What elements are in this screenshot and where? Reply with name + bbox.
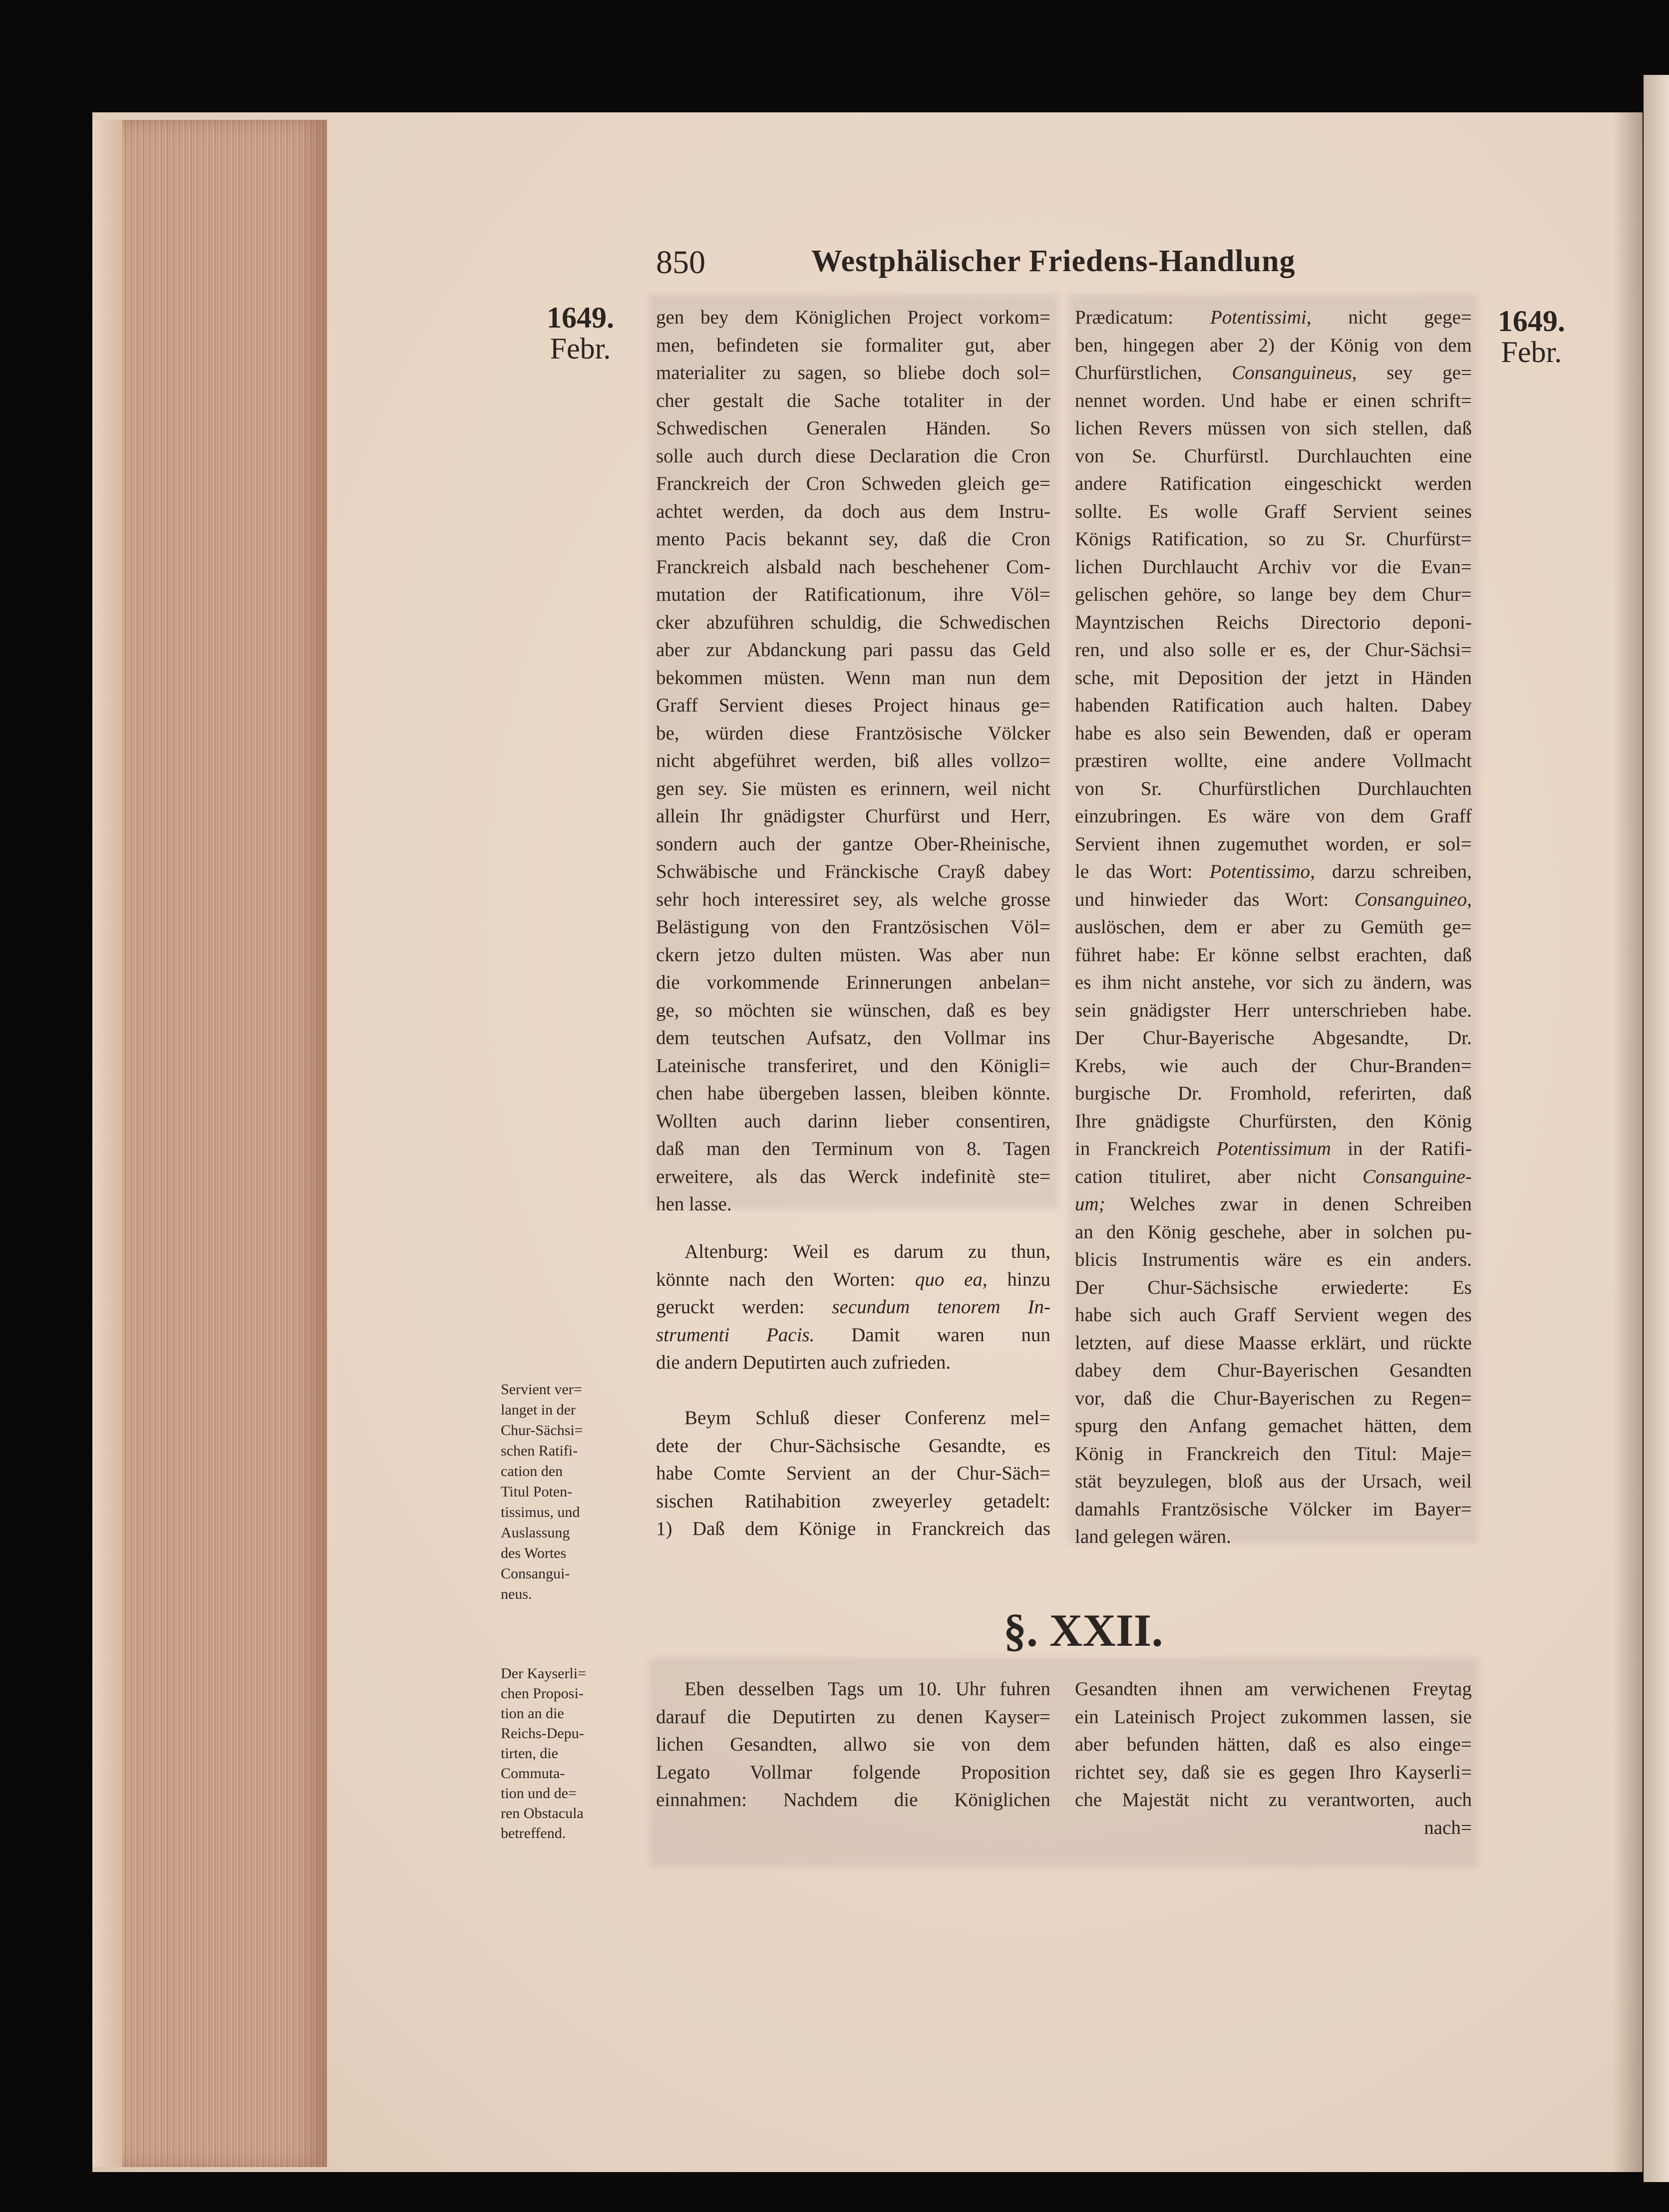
paragraph-bottom-right	[1075, 1675, 1472, 1842]
text-segment: König in Franckreich den Titul: Maje=	[1075, 1443, 1472, 1465]
text-line	[1075, 1412, 1472, 1440]
margin-note-line	[501, 1744, 586, 1764]
text-line	[1075, 1246, 1472, 1274]
text-line	[1075, 1759, 1472, 1787]
text-segment: Schwäbische und Fränckische Crayß dabey	[656, 861, 1050, 882]
text-segment: men, befindeten sie formaliter gut, aber	[656, 334, 1050, 356]
text-line	[1075, 775, 1472, 803]
text-line	[656, 387, 1050, 415]
text-line	[656, 720, 1050, 747]
margin-note-line	[501, 1724, 586, 1744]
text-line	[1075, 830, 1472, 858]
text-segment: gen bey dem Königlichen Project vorkom=	[656, 307, 1050, 328]
margin-date-left	[547, 302, 614, 364]
text-line	[656, 609, 1050, 637]
text-segment: Ihre gnädigste Churfürsten, den König	[1075, 1110, 1472, 1132]
text-line	[656, 581, 1050, 609]
text-segment: , darzu schreiben,	[1310, 861, 1472, 882]
text-segment: solle auch durch diese Declaration die Cron	[656, 445, 1050, 467]
text-segment: ckern jetzo dulten müsten. Was aber nun	[656, 944, 1050, 966]
text-segment: ren Obstacula	[501, 1805, 584, 1822]
text-line	[1075, 304, 1472, 332]
text-segment: allein Ihr gnädigster Churfürst und Herr,	[656, 805, 1050, 827]
text-segment: Eben desselben Tags um 10. Uhr fuhren	[684, 1678, 1050, 1700]
text-segment: daß man den Terminum von 8. Tagen	[656, 1138, 1050, 1159]
text-segment: ,	[1467, 888, 1472, 910]
text-line	[656, 802, 1050, 830]
text-segment: sein gnädigster Herr unterschrieben habe.	[1075, 999, 1472, 1021]
paragraph-altenburg	[656, 1238, 1050, 1377]
text-line	[656, 775, 1050, 803]
text-line	[656, 470, 1050, 498]
text-line	[1075, 1052, 1472, 1080]
text-segment: Gesandten ihnen am verwichenen Freytag	[1075, 1678, 1472, 1700]
text-segment: chen habe übergeben lassen, bleiben könnte.	[656, 1083, 1050, 1104]
text-segment: Chur-Sächsi=	[501, 1422, 583, 1439]
text-line	[656, 997, 1050, 1025]
text-segment: Belästigung von den Frantzösischen Völ=	[656, 916, 1050, 938]
text-line	[656, 1731, 1050, 1759]
margin-note-line	[501, 1584, 583, 1604]
text-segment: sondern auch der gantze Ober-Rheinische,	[656, 833, 1050, 855]
text-line	[1075, 1107, 1472, 1135]
margin-note-ratification	[501, 1379, 583, 1604]
gutter-shadow	[1613, 112, 1643, 2172]
text-segment: habe es also sein Bewenden, daß er operam	[1075, 722, 1472, 744]
text-segment: spurg den Anfang gemachet hätten, dem	[1075, 1415, 1472, 1437]
text-line	[656, 1293, 1050, 1321]
text-line	[656, 442, 1050, 470]
text-segment: Legato Vollmar folgende Proposition	[656, 1761, 1050, 1783]
text-line	[1075, 858, 1472, 886]
text-line	[1075, 886, 1472, 914]
text-segment: blicis Instrumentis wäre es ein anders.	[1075, 1249, 1472, 1270]
text-segment: le das Wort:	[1075, 861, 1210, 882]
text-segment: einzubringen. Es wäre von dem Graff	[1075, 805, 1472, 827]
text-segment: Wollten auch darinn lieber consentiren,	[656, 1110, 1050, 1132]
text-line	[656, 1135, 1050, 1163]
text-line	[656, 636, 1050, 664]
text-line	[656, 1786, 1050, 1814]
text-line	[656, 1163, 1050, 1191]
text-segment: darauf die Deputirten zu denen Kayser=	[656, 1706, 1050, 1728]
text-segment: habenden Ratification auch halten. Dabey	[1075, 695, 1472, 716]
text-segment: lichen Durchlaucht Archiv vor die Evan=	[1075, 556, 1472, 578]
facing-page-edge	[1644, 75, 1669, 2182]
text-segment: aber zur Abdanckung pari passu das Geld	[656, 639, 1050, 661]
text-segment: , hinzu	[982, 1268, 1051, 1290]
text-line	[656, 1321, 1050, 1349]
text-line	[1075, 609, 1472, 637]
text-segment: che Majestät nicht zu verantworten, auch	[1075, 1789, 1472, 1811]
text-segment: Servient ver=	[501, 1381, 582, 1398]
text-segment: in Franckreich	[1075, 1138, 1217, 1159]
text-line	[1075, 1495, 1472, 1523]
text-segment: an den König geschehe, aber in solchen pu-	[1075, 1221, 1472, 1243]
text-segment: Lateinische transferiret, und den Königli=	[656, 1055, 1050, 1077]
text-segment: Der Chur-Bayerische Abgesandte, Dr.	[1075, 1027, 1472, 1049]
text-line	[1075, 359, 1472, 387]
text-segment: ren, und also solle er es, der Chur-Sächsi=	[1075, 639, 1472, 661]
text-line	[656, 1487, 1050, 1515]
text-segment: nennet worden. Und habe er einen schrift=	[1075, 389, 1472, 411]
text-line	[656, 941, 1050, 969]
italic-latin-segment: strumenti Pacis.	[656, 1324, 815, 1346]
text-segment: habe sich auch Graff Servient wegen des	[1075, 1304, 1472, 1326]
text-line	[1075, 692, 1472, 720]
text-line	[1075, 1163, 1472, 1191]
italic-latin-segment: um;	[1075, 1193, 1105, 1215]
text-segment: cher gestalt die Sache totaliter in der	[656, 389, 1050, 411]
text-segment: neus.	[501, 1586, 532, 1602]
text-segment: be, würden diese Frantzösische Völcker	[656, 722, 1050, 744]
margin-date-year: 1649.	[1498, 305, 1565, 338]
text-segment: Königs Ratification, so zu Sr. Churfürst=	[1075, 528, 1472, 550]
text-line	[1075, 332, 1472, 360]
text-line	[656, 1052, 1050, 1080]
text-segment: aber befunden hätten, daß es also einge=	[1075, 1734, 1472, 1755]
text-segment: richtet sey, daß sie es gegen Ihro Kayserli=	[1075, 1761, 1472, 1783]
text-segment: und hinwieder das Wort:	[1075, 888, 1354, 910]
text-segment: ben, hingegen aber 2) der König von dem	[1075, 334, 1472, 356]
text-segment: Prædicatum:	[1075, 307, 1211, 328]
margin-note-line	[501, 1420, 583, 1441]
text-segment: erweitere, als das Werck indefinitè ste=	[656, 1165, 1050, 1187]
text-segment: cation tituliret, aber nicht	[1075, 1165, 1363, 1187]
text-line	[656, 1675, 1050, 1703]
text-segment: sehr hoch interessiret sey, als welche grosse	[656, 888, 1050, 910]
text-segment: könnte nach den Worten:	[656, 1268, 915, 1290]
text-line	[656, 1703, 1050, 1731]
text-segment: von Sr. Churfürstlichen Durchlauchten	[1075, 777, 1472, 799]
running-title: Westphälischer Friedens-Handlung	[811, 244, 1296, 278]
text-segment: Schwedischen Generalen Händen. So	[656, 417, 1050, 439]
text-line	[1075, 1190, 1472, 1218]
text-segment: auslöschen, dem er aber zu Gemüth ge=	[1075, 916, 1472, 938]
text-segment: habe Comte Servient an der Chur-Säch=	[656, 1463, 1050, 1484]
text-line	[656, 1266, 1050, 1294]
text-segment: vor, daß die Chur-Bayerischen zu Regen=	[1075, 1387, 1472, 1409]
text-segment: mutation der Ratificationum, ihre Völ=	[656, 584, 1050, 605]
text-segment: sollte. Es wolle Graff Servient seines	[1075, 500, 1472, 522]
text-line	[1075, 442, 1472, 470]
margin-date-month: Febr.	[1501, 336, 1562, 369]
text-line	[1075, 664, 1472, 692]
text-line	[1075, 387, 1472, 415]
text-segment: Welches zwar in denen Schreiben	[1105, 1193, 1472, 1215]
text-segment: Der Chur-Sächsische erwiederte: Es	[1075, 1276, 1472, 1298]
text-segment: materialiter zu sagen, so bliebe doch sol=	[656, 362, 1050, 383]
text-segment: nicht abgeführet werden, biß alles vollzo=	[656, 750, 1050, 771]
text-segment: achtet werden, da doch aus dem Instru-	[656, 500, 1050, 522]
text-segment: damahls Frantzösische Völcker im Bayer=	[1075, 1498, 1472, 1520]
margin-note-line	[501, 1379, 583, 1400]
text-line	[656, 1404, 1050, 1432]
text-line	[656, 692, 1050, 720]
text-segment: dem teutschen Aufsatz, den Vollmar ins	[656, 1027, 1050, 1049]
text-line	[1075, 969, 1472, 997]
text-segment: dabey dem Chur-Bayerischen Gesandten	[1075, 1360, 1472, 1381]
margin-note-line	[501, 1502, 583, 1522]
text-segment: Beym Schluß dieser Conferenz mel=	[684, 1407, 1050, 1429]
text-line	[1075, 1385, 1472, 1413]
text-segment: Altenburg: Weil es darum zu thun,	[684, 1241, 1050, 1262]
text-segment: tissimus, und	[501, 1504, 580, 1520]
margin-date-year: 1649.	[547, 301, 614, 334]
text-segment: Graff Servient dieses Project hinaus ge=	[656, 695, 1050, 716]
margin-note-line	[501, 1664, 586, 1684]
text-line	[656, 1238, 1050, 1266]
text-segment: gen sey. Sie müsten es erinnern, weil nicht	[656, 777, 1050, 799]
text-line	[656, 304, 1050, 332]
text-line	[656, 1190, 1050, 1218]
text-segment: lichen Revers müssen von sich stellen, daß	[1075, 417, 1472, 439]
margin-note-imperial-proposition	[501, 1664, 586, 1843]
margin-note-line	[501, 1543, 583, 1563]
text-segment: 1) Daß dem Könige in Franckreich das	[656, 1518, 1050, 1539]
text-line	[1075, 1468, 1472, 1495]
text-line	[1075, 414, 1472, 442]
text-segment: stät beyzulegen, bloß aus der Ursach, weil	[1075, 1471, 1472, 1492]
text-segment: ein Lateinisch Project zukommen lassen, sie	[1075, 1706, 1472, 1728]
italic-latin-segment: Consanguineo	[1354, 888, 1467, 910]
text-line	[656, 1349, 1050, 1377]
text-segment: Titul Poten-	[501, 1483, 573, 1500]
text-segment: Mayntzischen Reichs Directorio deponi-	[1075, 611, 1472, 633]
text-line	[1075, 525, 1472, 553]
text-line	[656, 1460, 1050, 1487]
text-segment: nach=	[1424, 1817, 1472, 1839]
text-line	[656, 858, 1050, 886]
text-segment: Franckreich der Cron Schweden gleich ge=	[656, 473, 1050, 494]
text-segment: die vorkommende Erinnerungen anbelan=	[656, 972, 1050, 993]
italic-latin-segment: Potentissimo	[1209, 861, 1311, 882]
text-segment: die andern Deputirten auch zufrieden.	[656, 1352, 951, 1373]
text-segment: cation den	[501, 1463, 563, 1479]
italic-latin-segment: Potentissimi	[1210, 307, 1307, 328]
text-segment: lichen Gesandten, allwo sie von dem	[656, 1734, 1050, 1755]
text-segment: tirten, die	[501, 1745, 558, 1762]
text-line	[1075, 997, 1472, 1025]
text-line	[1075, 1675, 1472, 1703]
text-line	[1075, 1218, 1472, 1246]
text-segment: Reichs-Depu-	[501, 1725, 584, 1742]
text-line	[1075, 636, 1472, 664]
text-line	[656, 830, 1050, 858]
text-segment: hen lasse.	[656, 1193, 732, 1215]
text-segment: Commuta-	[501, 1765, 565, 1782]
text-segment: Krebs, wie auch der Chur-Branden=	[1075, 1055, 1472, 1077]
margin-date-month: Febr.	[550, 332, 611, 365]
text-line	[656, 969, 1050, 997]
margin-note-line	[501, 1764, 586, 1784]
text-segment: ge, so möchten sie wünschen, daß es bey	[656, 999, 1050, 1021]
text-segment: andere Ratification eingeschickt werden	[1075, 473, 1472, 494]
text-segment: letzten, auf diese Maasse erklärt, und rückte	[1075, 1332, 1472, 1354]
text-segment: land gelegen wären.	[1075, 1526, 1231, 1547]
margin-note-line	[501, 1400, 583, 1420]
text-line	[656, 553, 1050, 581]
text-line	[656, 525, 1050, 553]
text-line	[1075, 1731, 1472, 1759]
margin-note-line	[501, 1481, 583, 1502]
text-line	[656, 498, 1050, 526]
text-line	[1075, 1786, 1472, 1814]
margin-note-line	[501, 1824, 586, 1843]
margin-note-line	[501, 1441, 583, 1461]
margin-note-line	[501, 1804, 586, 1824]
text-segment: einnahmen: Nachdem die Königlichen	[656, 1789, 1050, 1811]
text-line	[656, 359, 1050, 387]
text-segment: Consangui-	[501, 1565, 570, 1582]
column-right-text	[1075, 304, 1472, 1551]
text-segment: Servient ihnen zugemuthet worden, er sol=	[1075, 833, 1472, 855]
text-segment: cker abzuführen schuldig, die Schwedischen	[656, 611, 1050, 633]
text-segment: dete der Chur-Sächsische Gesandte, es	[656, 1435, 1050, 1457]
text-line	[656, 332, 1050, 360]
text-line	[1075, 1523, 1472, 1551]
text-segment: langet in der	[501, 1402, 576, 1418]
text-segment: tion an die	[501, 1705, 564, 1722]
margin-date-right	[1498, 306, 1565, 368]
section-heading: §. XXII.	[1003, 1605, 1163, 1656]
text-segment: geruckt werden:	[656, 1296, 832, 1318]
text-line	[1075, 1440, 1472, 1468]
margin-note-line	[501, 1704, 586, 1724]
text-line	[1075, 1274, 1472, 1302]
text-segment: bekommen müsten. Wenn man nun dem	[656, 667, 1050, 689]
margin-note-line	[501, 1563, 583, 1584]
text-line	[656, 1107, 1050, 1135]
text-line	[1075, 1135, 1472, 1163]
text-segment: schen Ratifi-	[501, 1443, 578, 1459]
text-line	[656, 1024, 1050, 1052]
text-segment: betreffend.	[501, 1825, 566, 1842]
column-left-text	[656, 304, 1050, 1218]
text-line	[656, 1759, 1050, 1787]
text-line	[656, 1432, 1050, 1460]
text-line	[1075, 1357, 1472, 1385]
text-segment: es ihm nicht anstehe, vor sich zu ändern, was	[1075, 972, 1472, 993]
text-segment: sischen Ratihabition zweyerley getadelt:	[656, 1490, 1050, 1512]
text-line	[1075, 747, 1472, 775]
text-line	[1075, 470, 1472, 498]
text-line	[1075, 802, 1472, 830]
text-line	[1075, 720, 1472, 747]
text-line	[1075, 1329, 1472, 1357]
text-line	[656, 1515, 1050, 1543]
text-line	[1075, 913, 1472, 941]
text-line	[1075, 581, 1472, 609]
text-segment: Auslassung	[501, 1524, 570, 1541]
italic-latin-segment: Consanguineus	[1232, 362, 1352, 383]
text-segment: von Se. Churfürstl. Durchlauchten eine	[1075, 445, 1472, 467]
text-line	[656, 913, 1050, 941]
text-segment: tion und de=	[501, 1785, 577, 1802]
text-line	[1075, 941, 1472, 969]
text-segment: præstiren wollte, eine andere Vollmacht	[1075, 750, 1472, 771]
text-segment: des Wortes	[501, 1545, 567, 1561]
italic-latin-segment: Potentissimum	[1216, 1138, 1331, 1159]
text-line	[1075, 1080, 1472, 1107]
text-segment: Damit waren nun	[814, 1324, 1050, 1346]
paragraph-conference-close	[656, 1404, 1050, 1543]
paragraph-bottom-left	[656, 1675, 1050, 1814]
text-segment: gelischen gehöre, so lange bey dem Chur=	[1075, 584, 1472, 605]
text-line	[1075, 498, 1472, 526]
text-segment: sche, mit Deposition der jetzt in Händen	[1075, 667, 1472, 689]
book-fore-edge-highlight	[92, 120, 122, 2167]
text-line	[1075, 1024, 1472, 1052]
text-segment: Franckreich alsbald nach beschehener Com-	[656, 556, 1050, 578]
text-line	[656, 1080, 1050, 1107]
text-segment: burgische Dr. Fromhold, referirten, daß	[1075, 1083, 1472, 1104]
italic-latin-segment: Consanguine-	[1362, 1165, 1472, 1187]
margin-note-line	[501, 1522, 583, 1543]
italic-latin-segment: quo ea	[915, 1268, 983, 1290]
text-line	[1075, 553, 1472, 581]
text-segment: , nicht gege=	[1306, 307, 1472, 328]
italic-latin-segment: secundum tenorem In-	[832, 1296, 1050, 1318]
text-line	[656, 664, 1050, 692]
text-line	[1075, 1703, 1472, 1731]
margin-note-line	[501, 1784, 586, 1804]
text-segment: , sey ge=	[1351, 362, 1472, 383]
text-line	[1075, 1814, 1472, 1842]
text-line	[656, 747, 1050, 775]
text-segment: mento Pacis bekannt sey, daß die Cron	[656, 528, 1050, 550]
text-segment: in der Ratifi-	[1331, 1138, 1472, 1159]
text-segment: führet habe: Er könne selbst erachten, daß	[1075, 944, 1472, 966]
text-segment: Churfürstlichen,	[1075, 362, 1232, 383]
text-line	[1075, 1301, 1472, 1329]
margin-note-line	[501, 1684, 586, 1704]
text-line	[656, 414, 1050, 442]
text-line	[656, 886, 1050, 914]
page-number: 850	[656, 244, 705, 281]
margin-note-line	[501, 1461, 583, 1481]
text-segment: chen Proposi-	[501, 1685, 584, 1702]
book-fore-edge	[92, 120, 327, 2167]
text-segment: Der Kayserli=	[501, 1665, 587, 1682]
